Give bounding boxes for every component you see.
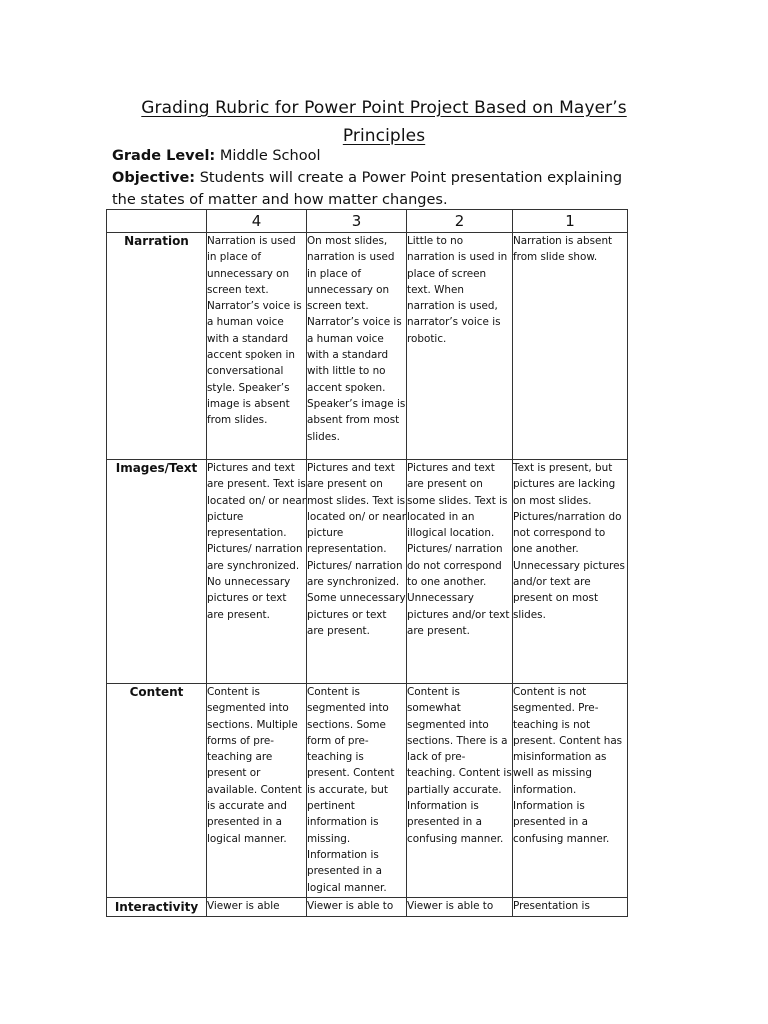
images-text-score-4: Pictures and text are present. Text is located on/ or near picture representation. Pictures/ narration are synchronized. No unnecessary pictures or text are present. <box>207 460 307 684</box>
narration-score-1: Narration is absent from slide show. <box>513 233 628 460</box>
header-corner-cell <box>107 210 207 233</box>
content-score-2: Content is somewhat segmented into sections. There is a lack of pre-teaching. Content is partially accurate. Information is presented in a confusing manner. <box>407 684 513 898</box>
score-header-4: 4 <box>207 210 307 233</box>
category-interactivity: Interactivity <box>107 898 207 917</box>
score-header-2: 2 <box>407 210 513 233</box>
objective <box>112 167 642 211</box>
rubric-row-interactivity <box>107 898 628 917</box>
document-title: Grading Rubric for Power Point Project Based on Mayer’s Principles <box>141 98 627 146</box>
narration-score-4: Narration is used in place of unnecessary on screen text. Narrator’s voice is a human voice with a standard accent spoken in conversational style. Speaker’s image is absent from slides. <box>207 233 307 460</box>
rubric-row-images-text <box>107 460 628 684</box>
category-narration: Narration <box>107 233 207 460</box>
interactivity-score-3: Viewer is able to <box>307 898 407 917</box>
narration-score-2: Little to no narration is used in place of screen text. When narration is used, narrator’s voice is robotic. <box>407 233 513 460</box>
grade-level-label: Grade Level: <box>112 148 216 164</box>
category-content: Content <box>107 684 207 898</box>
objective-label: Objective: <box>112 170 196 186</box>
interactivity-score-1: Presentation is <box>513 898 628 917</box>
score-header-3: 3 <box>307 210 407 233</box>
category-images-text: Images/Text <box>107 460 207 684</box>
grade-level <box>112 145 321 167</box>
interactivity-score-4: Viewer is able <box>207 898 307 917</box>
content-score-1: Content is not segmented. Pre-teaching is not present. Content has misinformation as well as missing information. Information is presented in a confusing manner. <box>513 684 628 898</box>
rubric-row-content <box>107 684 628 898</box>
rubric-table <box>106 209 628 917</box>
narration-score-3: On most slides, narration is used in place of unnecessary on screen text. Narrator’s voice is a human voice with a standard with little to no accent spoken. Speaker’s image is absent from most slides. <box>307 233 407 460</box>
objective-value: Students will create a Power Point presentation explaining the states of matter and how matter changes. <box>112 170 623 208</box>
images-text-score-3: Pictures and text are present on most slides. Text is located on/ or near picture representation. Pictures/ narration are synchronized. Some unnecessary pictures or text are present. <box>307 460 407 684</box>
content-score-4: Content is segmented into sections. Multiple forms of pre-teaching are present or available. Content is accurate and presented in a logical manner. <box>207 684 307 898</box>
images-text-score-1: Text is present, but pictures are lacking on most slides. Pictures/narration do not correspond to one another. Unnecessary pictures and/or text are present on most slides. <box>513 460 628 684</box>
rubric-header-row <box>107 210 628 233</box>
rubric-row-narration <box>107 233 628 460</box>
score-header-1: 1 <box>513 210 628 233</box>
grade-level-value: Middle School <box>215 148 321 164</box>
images-text-score-2: Pictures and text are present on some slides. Text is located in an illogical location. Pictures/ narration do not correspond to one another. Unnecessary pictures and/or text are present. <box>407 460 513 684</box>
interactivity-score-2: Viewer is able to <box>407 898 513 917</box>
content-score-3: Content is segmented into sections. Some form of pre-teaching is present. Content is accurate, but pertinent information is missing. Information is presented in a logical manner. <box>307 684 407 898</box>
